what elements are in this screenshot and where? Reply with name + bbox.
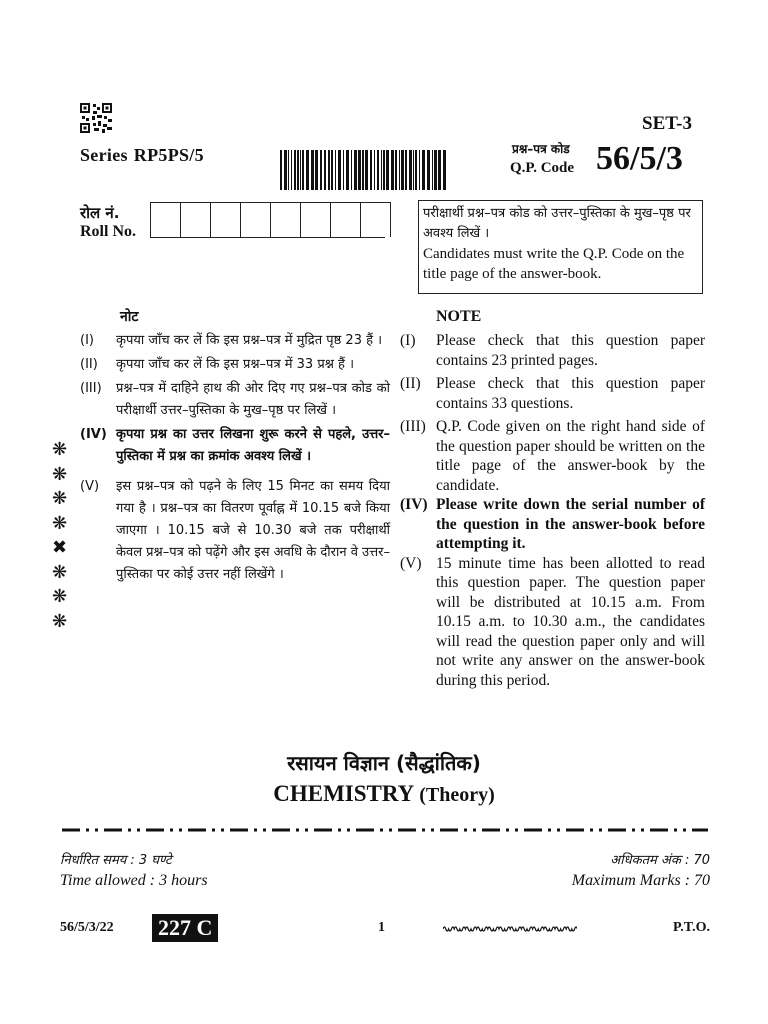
barcode-bar (370, 150, 372, 190)
barcode-bar (358, 150, 361, 190)
barcode-bar (297, 150, 299, 190)
decorative-symbol-column (52, 438, 67, 634)
barcode-bar (419, 150, 420, 190)
barcode-bar (302, 150, 304, 190)
roll-number-digit-box[interactable] (181, 202, 211, 237)
wave-divider-icon (443, 924, 577, 934)
note-item-en (400, 417, 705, 495)
note-item-number: (V) (80, 479, 100, 494)
note-item-hi (80, 476, 390, 586)
note-item-text: Q.P. Code given on the right hand side of the question paper should be written on the title page of the answer-book by the candidate. (436, 418, 705, 494)
barcode-bar (306, 150, 309, 190)
barcode-bar (335, 150, 336, 190)
barcode-bar (434, 150, 437, 190)
max-marks: Maximum Marks : 70 (571, 872, 710, 889)
roll-number-digit-box[interactable] (331, 202, 361, 237)
dash-dot-divider (62, 826, 708, 834)
series-label-text: Series (80, 145, 128, 165)
roll-number-boxes[interactable] (150, 202, 391, 238)
barcode-bar (300, 150, 301, 190)
cross-symbol-icon: ✖ (52, 537, 68, 558)
barcode-bar (415, 150, 417, 190)
barcode-bar (405, 150, 407, 190)
roll-number-digit-box[interactable] (211, 202, 241, 237)
qr-code-icon (80, 103, 112, 133)
barcode-bar (324, 150, 326, 190)
note-item-number: (II) (80, 357, 98, 372)
barcode-bar (338, 150, 341, 190)
barcode-bar (413, 150, 414, 190)
note-item-text: इस प्रश्न–पत्र को पढ़ने के लिए 15 मिनट का समय दिया गया है । प्रश्न–पत्र का वितरण पूर्वाह्न में 10.15 बजे किया जाएगा । 10.15 बजे से 10.30 बजे तक परीक्षार्थी केवल प्रश्न–पत्र को पढ़ेंगे और इस अवधि के दौरान वे उत्तर–पुस्तिका पर कोई उत्तर नहीं लिखेंगे । (116, 479, 390, 582)
roll-number-digit-box[interactable] (271, 202, 301, 237)
barcode-bar (351, 150, 352, 190)
note-item-text: प्रश्न–पत्र में दाहिने हाथ की ओर दिए गए प्रश्न–पत्र कोड को परीक्षार्थी उत्तर–पुस्तिका के मुख–पृष्ठ पर लिखें । (116, 381, 390, 418)
footer-badge: 227 C (152, 914, 218, 942)
barcode-bar (381, 150, 382, 190)
barcode-bar (288, 150, 289, 190)
footer-code: 56/5/3/22 (60, 920, 114, 935)
barcode-bar (343, 150, 344, 190)
qp-code-value: 56/5/3 (596, 140, 683, 177)
asterisk-flower-icon: ❋ (52, 488, 68, 509)
barcode-bar (374, 150, 375, 190)
roll-number-digit-box[interactable] (151, 202, 181, 237)
roll-number-underline (150, 237, 385, 238)
roll-number-digit-box[interactable] (361, 202, 391, 237)
time-allowed: Time allowed : 3 hours (60, 872, 208, 889)
note-item-text: 15 minute time has been allotted to read this question paper. The question paper will be distributed at 10.15 a.m. From 10.15 a.m. to 10.30 a.m., the candidates will read the question paper only and will not write any answer on the answer-book during this period. (436, 554, 705, 689)
subject-title-hindi: रसायन विज्ञान (सैद्धांतिक) (287, 751, 481, 775)
note-title-hindi: नोट (120, 309, 139, 325)
barcode-bar (409, 150, 412, 190)
barcode-bar (365, 150, 368, 190)
barcode-bar (311, 150, 314, 190)
note-title: NOTE (436, 308, 482, 325)
barcode-bar (315, 150, 318, 190)
roll-number-digit-box[interactable] (241, 202, 271, 237)
barcode-bar (331, 150, 333, 190)
barcode-bar (401, 150, 404, 190)
time-allowed-hindi: निर्धारित समय : 3 घण्टे (60, 853, 172, 868)
note-item-number: (III) (80, 381, 102, 396)
barcode-bar (438, 150, 441, 190)
asterisk-flower-icon: ❋ (52, 610, 68, 632)
note-item-text: Please check that this question paper contains 33 questions. (436, 375, 705, 412)
roll-label-hindi: रोल नं. (80, 204, 120, 222)
roll-number-digit-box[interactable] (301, 202, 331, 237)
note-item-text: Please check that this question paper contains 23 printed pages. (436, 332, 705, 369)
barcode-bar (294, 150, 296, 190)
barcode-bar (383, 150, 385, 190)
note-item-hi (80, 378, 390, 422)
asterisk-flower-icon: ❋ (52, 463, 68, 485)
note-item-hi (80, 354, 390, 376)
candidate-instruction-hindi: परीक्षार्थी प्रश्न–पत्र कोड को उत्तर–पुस्तिका के मुख–पृष्ठ पर अवश्य लिखें । (423, 206, 691, 241)
note-item-number: (III) (400, 418, 426, 435)
subject-title-sub: (Theory) (419, 784, 495, 806)
barcode-bar (391, 150, 394, 190)
barcode-bar (280, 150, 282, 190)
note-item-number: (IV) (80, 427, 107, 442)
note-item-text: Please write down the serial number of the question in the answer-book before attempting it. (436, 496, 705, 552)
barcode-bar (362, 150, 364, 190)
barcode-icon (280, 150, 446, 190)
barcode-bar (427, 150, 430, 190)
barcode-bar (328, 150, 330, 190)
note-item-en (400, 374, 705, 413)
note-item-en (400, 554, 705, 691)
note-item-number: (IV) (400, 496, 428, 513)
note-item-hi (80, 330, 390, 352)
barcode-bar (443, 150, 446, 190)
barcode-bar (284, 150, 287, 190)
barcode-bar (320, 150, 322, 190)
barcode-bar (377, 150, 379, 190)
barcode-bar (422, 150, 425, 190)
note-item-hi (80, 424, 390, 468)
note-item-number: (II) (400, 375, 421, 392)
series-value: RP5PS/5 (133, 145, 204, 165)
note-item-text: कृपया जाँच कर लें कि इस प्रश्न–पत्र में 33 प्रश्न हैं । (116, 357, 355, 372)
subject-title (0, 781, 768, 807)
asterisk-flower-icon: ❋ (52, 512, 68, 534)
candidate-instruction-box (418, 200, 703, 294)
barcode-bar (386, 150, 389, 190)
note-item-number: (I) (80, 333, 94, 348)
candidate-instruction-english: Candidates must write the Q.P. Code on the title page of the answer-book. (423, 246, 685, 282)
roll-label: Roll No. (80, 223, 136, 240)
series-label (80, 145, 204, 166)
max-marks-hindi: अधिकतम अंक : 70 (610, 853, 710, 868)
qp-code-label: Q.P. Code (510, 160, 575, 176)
barcode-bar (346, 150, 349, 190)
note-item-en (400, 495, 705, 554)
note-item-text: कृपया प्रश्न का उत्तर लिखना शुरू करने से पहले, उत्तर–पुस्तिका में प्रश्न का क्रमांक अवश्य लिखें । (116, 427, 390, 464)
barcode-bar (399, 150, 400, 190)
asterisk-flower-icon: ❋ (52, 586, 68, 607)
asterisk-flower-icon: ❋ (52, 439, 68, 460)
note-item-number: (V) (400, 554, 422, 572)
barcode-bar (291, 150, 292, 190)
subject-title-main: CHEMISTRY (273, 781, 414, 806)
barcode-bar (354, 150, 357, 190)
note-list-english (400, 331, 705, 690)
pto-label: P.T.O. (673, 920, 710, 935)
note-list-hindi (80, 330, 390, 586)
note-item-number: (I) (400, 332, 416, 349)
asterisk-flower-icon: ❋ (52, 561, 68, 583)
note-item-text: कृपया जाँच कर लें कि इस प्रश्न–पत्र में मुद्रित पृष्ठ 23 हैं । (116, 333, 383, 348)
page-number: 1 (378, 920, 385, 935)
qp-code-label-hindi: प्रश्न–पत्र कोड (512, 142, 570, 156)
note-item-en (400, 331, 705, 370)
barcode-bar (395, 150, 397, 190)
barcode-bar (432, 150, 433, 190)
set-label: SET-3 (642, 113, 692, 134)
